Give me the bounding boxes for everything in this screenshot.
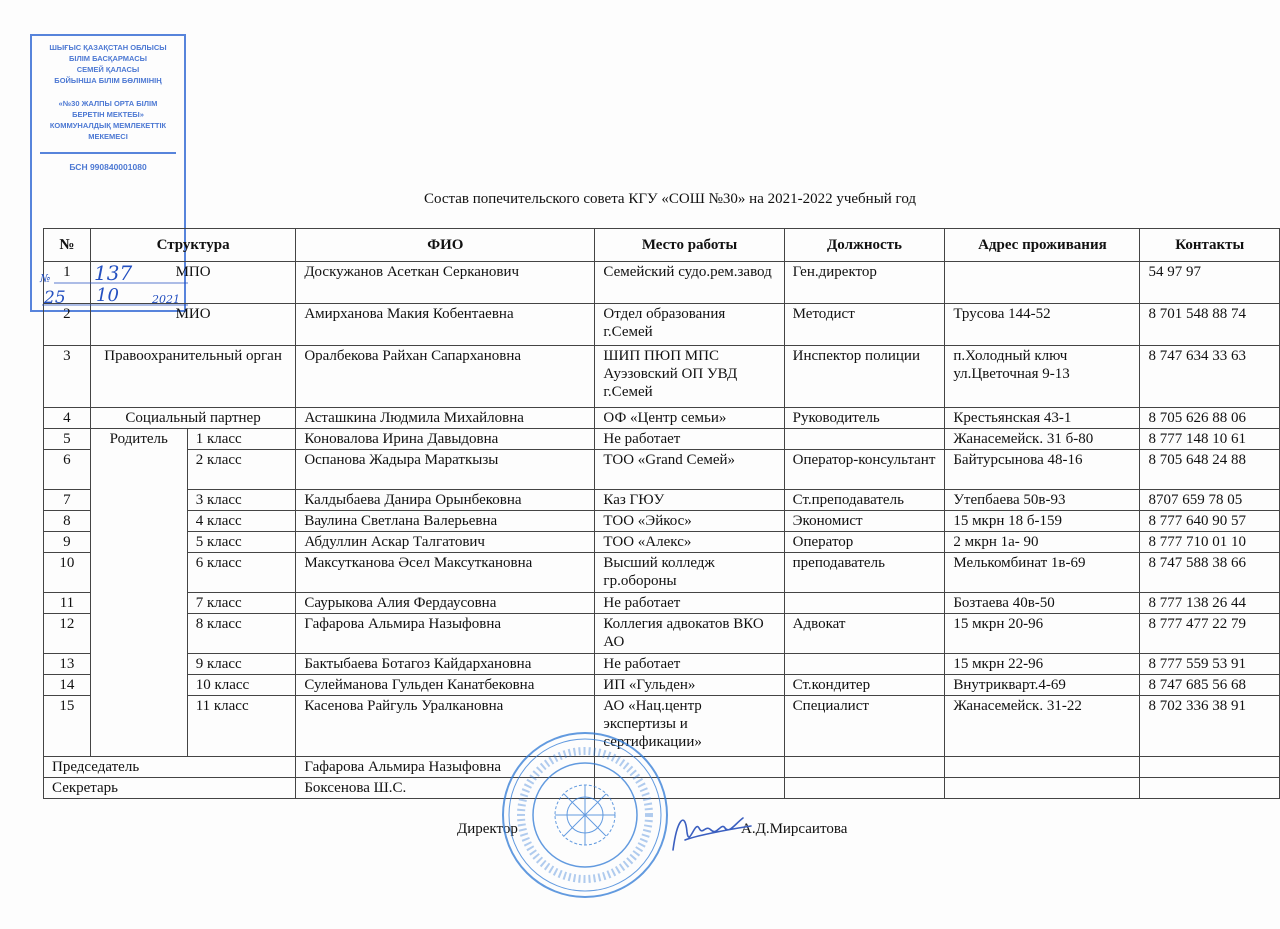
- row-address: 15 мкрн 18 б-159: [945, 511, 1140, 532]
- header-num: №: [44, 229, 91, 262]
- row-address: Бозтаева 40в-50: [945, 593, 1140, 614]
- stamp-line: КОММУНАЛДЫҚ МЕМЛЕКЕТТІК: [49, 121, 167, 130]
- table-row: [44, 511, 1280, 532]
- row-grade: 9 класс: [187, 654, 296, 675]
- row-num: 5: [44, 429, 91, 450]
- row-num: 10: [44, 553, 91, 593]
- parent-structure-cell: Родитель: [90, 429, 187, 757]
- stamp-line: БІЛІМ БАСҚАРМАСЫ: [68, 54, 148, 63]
- row-grade: 3 класс: [187, 490, 296, 511]
- row-address: Утепбаева 50в-93: [945, 490, 1140, 511]
- row-address: Крестьянская 43-1: [945, 408, 1140, 429]
- table-row: [44, 675, 1280, 696]
- table-row: [44, 654, 1280, 675]
- row-contacts: 8 777 710 01 10: [1140, 532, 1280, 553]
- row-structure: МПО: [90, 262, 295, 304]
- row-structure: МИО: [90, 304, 295, 346]
- signature-icon: [665, 800, 755, 860]
- reg-month: 10: [96, 285, 119, 306]
- row-workplace: ТОО «Алекс»: [595, 532, 784, 553]
- row-workplace: Отдел образования г.Семей: [595, 304, 784, 346]
- row-fio: Гафарова Альмира Назыфовна: [296, 614, 595, 654]
- row-contacts: 8 747 685 56 68: [1140, 675, 1280, 696]
- secretary-name: Боксенова Ш.С.: [296, 778, 595, 799]
- row-position: преподаватель: [784, 553, 945, 593]
- row-contacts: 8 705 648 24 88: [1140, 450, 1280, 490]
- row-address: Трусова 144-52: [945, 304, 1140, 346]
- row-workplace: ШИП ПЮП МПС Ауэзовский ОП УВД г.Семей: [595, 346, 784, 408]
- row-contacts: 8 777 138 26 44: [1140, 593, 1280, 614]
- row-position: Ст.кондитер: [784, 675, 945, 696]
- row-fio: Коновалова Ирина Давыдовна: [296, 429, 595, 450]
- reg-year: 2021: [152, 293, 180, 306]
- row-grade: 6 класс: [187, 553, 296, 593]
- row-workplace: Не работает: [595, 593, 784, 614]
- row-contacts: 8 701 548 88 74: [1140, 304, 1280, 346]
- table-row: [44, 346, 1280, 408]
- row-address: 15 мкрн 22-96: [945, 654, 1140, 675]
- row-contacts: 8 777 559 53 91: [1140, 654, 1280, 675]
- row-address: 15 мкрн 20-96: [945, 614, 1140, 654]
- row-num: 9: [44, 532, 91, 553]
- row-position: Руководитель: [784, 408, 945, 429]
- row-fio: Ваулина Светлана Валерьевна: [296, 511, 595, 532]
- row-address: [945, 262, 1140, 304]
- document-title: Состав попечительского совета КГУ «СОШ №30» на 2021-2022 учебный год: [423, 191, 917, 207]
- chairman-row: [44, 757, 1280, 778]
- row-contacts: 8 705 626 88 06: [1140, 408, 1280, 429]
- row-workplace: АО «Нац.центр экспертизы и сертификации»: [595, 696, 784, 757]
- row-fio: Бактыбаева Ботагоз Кайдархановна: [296, 654, 595, 675]
- row-grade: 2 класс: [187, 450, 296, 490]
- row-fio: Калдыбаева Данира Орынбековна: [296, 490, 595, 511]
- chairman-label: Председатель: [44, 757, 296, 778]
- row-fio: Оралбекова Райхан Сапархановна: [296, 346, 595, 408]
- row-position: Методист: [784, 304, 945, 346]
- row-num: 7: [44, 490, 91, 511]
- board-members-table: [43, 228, 1280, 799]
- header-workplace: Место работы: [595, 229, 784, 262]
- row-fio: Максутканова Әсел Максуткановна: [296, 553, 595, 593]
- row-workplace: Не работает: [595, 429, 784, 450]
- table-header-row: [44, 229, 1280, 262]
- row-position: Экономист: [784, 511, 945, 532]
- header-contacts: Контакты: [1140, 229, 1280, 262]
- row-address: Внутрикварт.4-69: [945, 675, 1140, 696]
- row-fio: Саурыкова Алия Фердаусовна: [296, 593, 595, 614]
- row-position: Ген.директор: [784, 262, 945, 304]
- row-address: Байтурсынова 48-16: [945, 450, 1140, 490]
- stamp-line: МЕКЕМЕСІ: [88, 132, 128, 141]
- row-position: Специалист: [784, 696, 945, 757]
- row-num: 1: [44, 262, 91, 304]
- row-num: 14: [44, 675, 91, 696]
- stamp-line: «№30 ЖАЛПЫ ОРТА БІЛІМ: [58, 99, 158, 108]
- row-workplace: Высший колледж гр.обороны: [595, 553, 784, 593]
- row-fio: Сулейманова Гульден Канатбековна: [296, 675, 595, 696]
- row-contacts: 8 747 588 38 66: [1140, 553, 1280, 593]
- row-fio: Касенова Райгуль Уралкановна: [296, 696, 595, 757]
- header-address: Адрес проживания: [945, 229, 1140, 262]
- row-fio: Оспанова Жадыра Мараткызы: [296, 450, 595, 490]
- row-grade: 10 класс: [187, 675, 296, 696]
- table-row: [44, 429, 1280, 450]
- stamp-line: БЕРЕТІН МЕКТЕБІ»: [72, 110, 144, 119]
- row-structure: Социальный партнер: [90, 408, 295, 429]
- director-name: А.Д.Мирсаитова: [741, 821, 848, 837]
- row-position: Ст.преподаватель: [784, 490, 945, 511]
- row-num: 11: [44, 593, 91, 614]
- row-fio: Амирханова Макия Кобентаевна: [296, 304, 595, 346]
- row-fio: Доскужанов Асеткан Серканович: [296, 262, 595, 304]
- row-position: [784, 429, 945, 450]
- row-num: 2: [44, 304, 91, 346]
- row-position: Оператор: [784, 532, 945, 553]
- row-address: Жанасемейск. 31-22: [945, 696, 1140, 757]
- row-workplace: Семейский судо.рем.завод: [595, 262, 784, 304]
- secretary-row: [44, 778, 1280, 799]
- row-contacts: 54 97 97: [1140, 262, 1280, 304]
- table-row: [44, 614, 1280, 654]
- director-label: Директор: [457, 821, 518, 837]
- table-row: [44, 408, 1280, 429]
- row-contacts: 8 702 336 38 91: [1140, 696, 1280, 757]
- row-contacts: 8 777 640 90 57: [1140, 511, 1280, 532]
- chairman-name: Гафарова Альмира Назыфовна: [296, 757, 595, 778]
- handwritten-registration: [38, 262, 198, 308]
- row-fio: Абдуллин Аскар Талгатович: [296, 532, 595, 553]
- row-num: 12: [44, 614, 91, 654]
- row-workplace: ОФ «Центр семьи»: [595, 408, 784, 429]
- table-row: [44, 593, 1280, 614]
- row-address: 2 мкрн 1а- 90: [945, 532, 1140, 553]
- row-num: 6: [44, 450, 91, 490]
- table-row: [44, 696, 1280, 757]
- row-contacts: 8 747 634 33 63: [1140, 346, 1280, 408]
- row-num: 3: [44, 346, 91, 408]
- row-structure: Правоохранительный орган: [90, 346, 295, 408]
- row-address: Мелькомбинат 1в-69: [945, 553, 1140, 593]
- row-grade: 4 класс: [187, 511, 296, 532]
- table-row: [44, 450, 1280, 490]
- row-address: Жанасемейск. 31 б-80: [945, 429, 1140, 450]
- row-workplace: ИП «Гульден»: [595, 675, 784, 696]
- row-position: Оператор-консультант: [784, 450, 945, 490]
- row-num: 4: [44, 408, 91, 429]
- row-position: [784, 654, 945, 675]
- reg-number: 137: [94, 262, 133, 285]
- header-position: Должность: [784, 229, 945, 262]
- row-grade: 11 класс: [187, 696, 296, 757]
- header-structure: Структура: [90, 229, 295, 262]
- row-grade: 8 класс: [187, 614, 296, 654]
- row-contacts: 8 777 477 22 79: [1140, 614, 1280, 654]
- stamp-line: БОЙЫНША БІЛІМ БӨЛІМІНІҢ: [54, 76, 162, 85]
- table-row: [44, 553, 1280, 593]
- row-position: Адвокат: [784, 614, 945, 654]
- table-row: [44, 262, 1280, 304]
- row-contacts: 8 777 148 10 61: [1140, 429, 1280, 450]
- stamp-line: ШЫҒЫС ҚАЗАҚСТАН ОБЛЫСЫ: [49, 43, 167, 52]
- secretary-label: Секретарь: [44, 778, 296, 799]
- table-row: [44, 532, 1280, 553]
- row-workplace: Каз ГЮУ: [595, 490, 784, 511]
- stamp-bin: БСН 990840001080: [69, 162, 147, 172]
- row-workplace: Не работает: [595, 654, 784, 675]
- row-position: Инспектор полиции: [784, 346, 945, 408]
- row-workplace: Коллегия адвокатов ВКО АО: [595, 614, 784, 654]
- row-grade: 5 класс: [187, 532, 296, 553]
- reg-number-label: №: [40, 272, 51, 285]
- table-row: [44, 304, 1280, 346]
- stamp-line: СЕМЕЙ ҚАЛАСЫ: [76, 65, 140, 74]
- row-num: 13: [44, 654, 91, 675]
- row-address: п.Холодный ключ ул.Цветочная 9-13: [945, 346, 1140, 408]
- row-grade: 7 класс: [187, 593, 296, 614]
- table-row: [44, 490, 1280, 511]
- header-fio: ФИО: [296, 229, 595, 262]
- row-position: [784, 593, 945, 614]
- row-workplace: ТОО «Grand Семей»: [595, 450, 784, 490]
- row-contacts: 8707 659 78 05: [1140, 490, 1280, 511]
- row-num: 8: [44, 511, 91, 532]
- row-grade: 1 класс: [187, 429, 296, 450]
- row-num: 15: [44, 696, 91, 757]
- row-workplace: ТОО «Эйкос»: [595, 511, 784, 532]
- reg-day: 25: [44, 288, 66, 308]
- row-fio: Асташкина Людмила Михайловна: [296, 408, 595, 429]
